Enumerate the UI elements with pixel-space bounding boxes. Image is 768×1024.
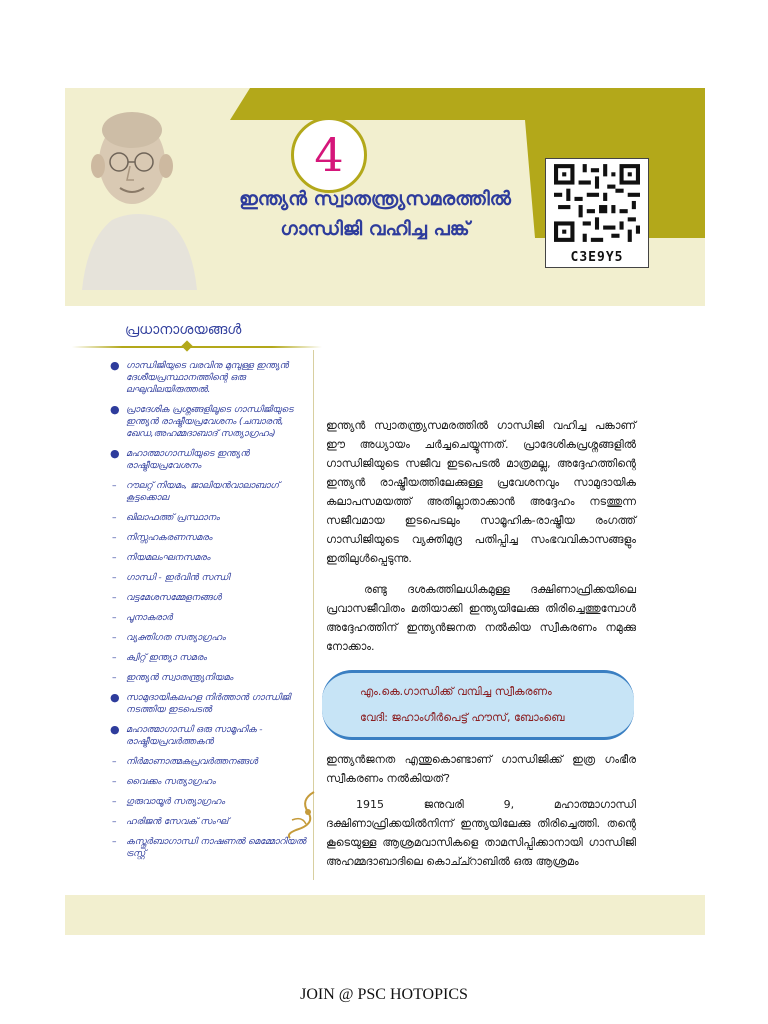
- dash-icon: –: [112, 573, 117, 583]
- footer-band: [65, 895, 705, 935]
- topic-list-item: [110, 836, 310, 860]
- topic-text: വൈക്കം സത്യാഗ്രഹം: [126, 777, 216, 787]
- chapter-title-line2: ഗാന്ധിജി വഹിച്ച പങ്ക്: [280, 218, 470, 240]
- topic-text: ഖിലാഫത്ത് പ്രസ്ഥാനം: [126, 513, 220, 523]
- topic-text: നിർമാണാത്മകപ്രവർത്തനങ്ങൾ: [126, 757, 258, 767]
- dash-icon: –: [112, 797, 117, 807]
- topic-list-item: [110, 592, 310, 604]
- chapter-title: [205, 184, 545, 244]
- topic-text: ഗുരുവായൂർ സത്യാഗ്രഹം: [126, 797, 225, 807]
- footer-text: JOIN @ PSC HOTOPICS: [300, 986, 468, 1003]
- sidebar-divider: [72, 346, 322, 348]
- return-paragraph: രണ്ടു ദശകത്തിലധികമുള്ള ദക്ഷിണാഫ്രിക്കയിലെ പ്രവാസജീവിതം മതിയാക്കി ഇന്ത്യയിലേക്കു തിരിച്ചെത്തുമ്പോൾ അദ്ദേഹത്തിന് ഇന്ത്യൻജനത നൽകിയ സ്വീകരണം നമുക്കു നോക്കാം.: [326, 583, 636, 653]
- reception-callout: [322, 670, 634, 740]
- topic-list-item: [110, 360, 310, 396]
- topic-text: പൂനാകരാർ: [126, 613, 173, 623]
- topic-text: നിസ്സഹകരണസമരം: [126, 533, 213, 543]
- sidebar-title: പ്രധാനാശയങ്ങൾ: [125, 322, 242, 338]
- intro-paragraph: ഇന്ത്യൻ സ്വാതന്ത്ര്യസമരത്തിൽ ഗാന്ധിജി വഹിച്ച പങ്കാണ് ഈ അധ്യായം ചർച്ചചെയ്യുന്നത്. പ്രാദേശികപ്രശ്നങ്ങളിൽ ഗാന്ധിജിയുടെ സജീവ ഇടപെടൽ മാത്രമല്ല, അദ്ദേഹത്തിന്റെ ഇന്ത്യൻ രാഷ്ട്രീയത്തിലേക്കുള്ള പ്രവേശനവും സാമുദായിക കലാപസമയത്ത് അതില്ലാതാക്കാൻ അദ്ദേഹം നടത്തുന്ന സജീവമായ ഇടപെടലും സാമൂഹിക-രാഷ്ട്രീയ രംഗത്ത് ഗാന്ധിജിയുടെ വ്യക്തിമുദ്ര പതിപ്പിച്ച സംഭവവികാസങ്ങളും ഇതിലുൾപ്പെടുന്നു.: [326, 419, 636, 565]
- bullet-icon: ●: [110, 723, 120, 736]
- topic-list-item: [110, 512, 310, 524]
- dash-icon: –: [112, 777, 117, 787]
- bullet-icon: ●: [110, 359, 120, 372]
- topic-text: ഗാന്ധി - ഇർവിൻ സന്ധി: [126, 573, 230, 583]
- dash-icon: –: [112, 533, 117, 543]
- chapter-title-line1: ഇന്ത്യൻ സ്വാതന്ത്ര്യസമരത്തിൽ: [239, 188, 511, 210]
- dash-icon: –: [112, 481, 117, 491]
- dash-icon: –: [112, 633, 117, 643]
- topic-list-item: [110, 532, 310, 544]
- topic-text: റൗലറ്റ് നിയമം, ജാലിയൻവാലാബാഗ് കൂട്ടക്കൊല: [126, 481, 280, 503]
- qr-code-label: C3E9Y5: [570, 250, 624, 265]
- topic-list-item: [110, 796, 310, 808]
- topic-list-item: [110, 632, 310, 644]
- topic-text: മഹാത്മാഗാന്ധി ഒരു സാമൂഹിക - രാഷ്ട്രീയപ്രവർത്തകൻ: [126, 725, 263, 747]
- topic-text: മഹാത്മാഗാന്ധിയുടെ ഇന്ത്യൻ രാഷ്ട്രീയപ്രവേശനം: [126, 449, 250, 471]
- qr-code-icon: [554, 164, 640, 242]
- bullet-icon: ●: [110, 447, 120, 460]
- dash-icon: –: [112, 593, 117, 603]
- bullet-icon: ●: [110, 691, 120, 704]
- topic-list-item: [110, 652, 310, 664]
- dash-icon: –: [112, 673, 117, 683]
- topic-list-item: [110, 776, 310, 788]
- topic-list-item: [110, 724, 310, 748]
- topic-text: ഗാന്ധിജിയുടെ വരവിനു മുമ്പുള്ള ഇന്ത്യൻ ദേശീയപ്രസ്ഥാനത്തിന്റെ ഒരു ലഘുവിലയിരുത്തൽ.: [126, 361, 289, 395]
- callout-venue: വേദി: ജഹാംഗീർപെട്ട് ഹൗസ്, ബോംബെ: [360, 711, 565, 724]
- dash-icon: –: [112, 513, 117, 523]
- dash-icon: –: [112, 613, 117, 623]
- gandhi-portrait-image: [72, 100, 202, 290]
- dash-icon: –: [112, 817, 117, 827]
- topic-text: ക്വിറ്റ് ഇന്ത്യാ സമരം: [126, 653, 207, 663]
- topic-text: വ്യക്തിഗത സത്യാഗ്രഹം: [126, 633, 226, 643]
- callout-headline: എം.കെ.ഗാന്ധിക്ക് വമ്പിച്ച സ്വീകരണം: [360, 685, 552, 698]
- bullet-icon: ●: [110, 403, 120, 416]
- flourish-ornament-icon: [282, 790, 322, 840]
- dash-icon: –: [112, 837, 117, 847]
- topic-list-item: [110, 404, 310, 440]
- dash-icon: –: [112, 553, 117, 563]
- topic-list-item: [110, 756, 310, 768]
- topic-text: ഇന്ത്യൻ സ്വാതന്ത്ര്യനിയമം: [126, 673, 233, 683]
- dash-icon: –: [112, 653, 117, 663]
- question-paragraph: ഇന്ത്യൻജനത എന്തുകൊണ്ടാണ് ഗാന്ധിജിക്ക് ഇത്ര ഗംഭീര സ്വീകരണം നൽകിയത്?: [326, 753, 636, 785]
- chapter-number-badge: [291, 117, 367, 193]
- topic-text: നിയമലംഘനസമരം: [126, 553, 211, 563]
- topic-text: കസ്തൂർബാഗാന്ധി നാഷണൽ മെമ്മോറിയൽ ട്രസ്റ്റ്: [126, 837, 306, 859]
- topic-text: വട്ടമേശസമ്മേളനങ്ങൾ: [126, 593, 222, 603]
- topic-text: പ്രാദേശിക പ്രശ്നങ്ങളിലൂടെ ഗാന്ധിജിയുടെ ഇന്ത്യൻ രാഷ്ട്രീയപ്രവേശനം (ചമ്പാരൻ, ഖേഡ,അഹമ്മദാബാദ് സത്യാഗ്രഹം): [126, 405, 294, 439]
- key-ideas-list: [110, 360, 310, 868]
- history-paragraph: 1915 ജനുവരി 9, മഹാത്മാഗാന്ധി ദക്ഷിണാഫ്രിക്കയിൽനിന്ന് ഇന്ത്യയിലേക്കു തിരിച്ചെത്തി. തന്റെ കൂടെയുള്ള ആശ്രമവാസികളെ താമസിപ്പിക്കാനായി ഗാന്ധിജി അഹമ്മദാബാദിലെ കൊച്ച്റാബിൽ ഒരു ആശ്രമം: [326, 798, 636, 868]
- diamond-icon: [181, 340, 192, 351]
- chapter-number: 4: [314, 128, 344, 182]
- topic-list-item: [110, 816, 310, 828]
- topic-text: ഹരിജൻ സേവക് സംഘ്: [126, 817, 229, 827]
- topic-list-item: [110, 448, 310, 472]
- topic-list-item: [110, 480, 310, 504]
- topic-list-item: [110, 572, 310, 584]
- topic-text: സാമുദായികലഹള നിർത്താൻ ഗാന്ധിജി നടത്തിയ ഇടപെടൽ: [126, 693, 291, 715]
- topic-list-item: [110, 672, 310, 684]
- topic-list-item: [110, 612, 310, 624]
- topic-list-item: [110, 552, 310, 564]
- topic-list-item: [110, 692, 310, 716]
- qr-code-box[interactable]: [545, 158, 649, 268]
- dash-icon: –: [112, 757, 117, 767]
